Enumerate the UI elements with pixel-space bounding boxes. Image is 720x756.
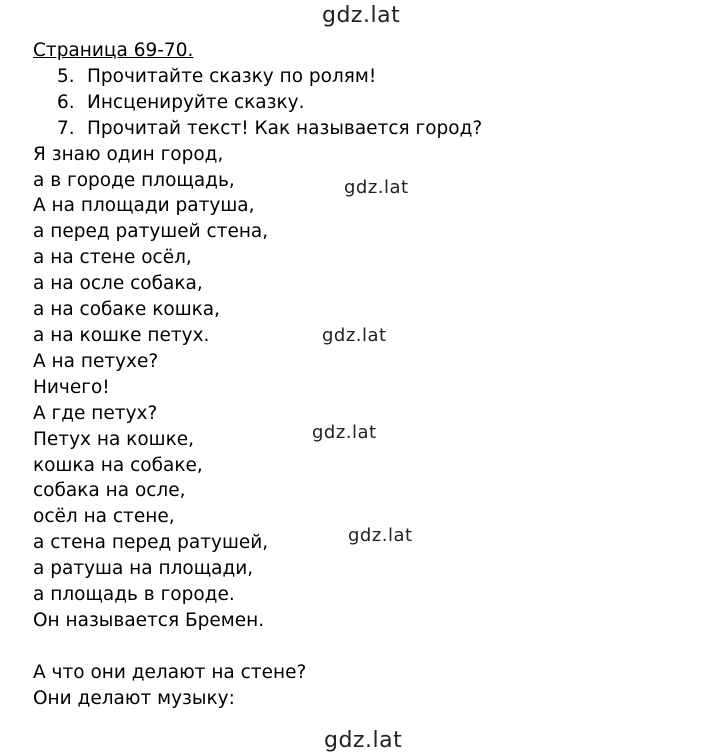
task-text: Инсценируйте сказку. xyxy=(87,91,305,113)
poem-line: а на кошке петух. xyxy=(33,324,210,346)
task-number: 5. xyxy=(57,65,75,87)
poem-line: а на осле собака, xyxy=(33,273,203,295)
watermark-bottom: gdz.lat xyxy=(324,728,403,753)
task-item xyxy=(33,64,693,90)
watermark: gdz.lat xyxy=(344,177,409,198)
poem-line: осёл на стене, xyxy=(33,506,175,528)
task-text: Прочитайте сказку по ролям! xyxy=(87,65,377,87)
blank-line xyxy=(33,634,693,660)
ending xyxy=(33,660,693,712)
task-item xyxy=(33,90,693,116)
document-body xyxy=(33,38,693,712)
watermark-top: gdz.lat xyxy=(322,3,401,28)
poem-line: Он называется Бремен. xyxy=(33,609,265,631)
poem-line: а на стене осёл, xyxy=(33,247,192,269)
poem-line: кошка на собаке, xyxy=(33,454,203,476)
poem-line: А на петухе? xyxy=(33,350,159,372)
poem-line: а площадь в городе. xyxy=(33,584,235,606)
poem-line: а ратуша на площади, xyxy=(33,558,254,580)
ending-line: Они делают музыку: xyxy=(33,687,235,709)
watermark: gdz.lat xyxy=(348,525,413,546)
task-item xyxy=(33,116,693,142)
poem-line: Ничего! xyxy=(33,376,110,398)
page-heading: Страница 69-70. xyxy=(33,40,194,61)
watermark: gdz.lat xyxy=(322,325,387,346)
poem xyxy=(33,142,693,634)
poem-line: а стена перед ратушей, xyxy=(33,532,269,554)
poem-line: а на собаке кошка, xyxy=(33,299,221,321)
task-text: Прочитай текст! Как называется город? xyxy=(87,117,483,139)
task-number: 7. xyxy=(57,117,75,139)
poem-line: Я знаю один город, xyxy=(33,143,224,165)
poem-line: собака на осле, xyxy=(33,480,186,502)
task-list xyxy=(33,64,693,142)
task-number: 6. xyxy=(57,91,75,113)
poem-line: А на площади ратуша, xyxy=(33,195,255,217)
poem-line: а перед ратушей стена, xyxy=(33,221,269,243)
ending-line: А что они делают на стене? xyxy=(33,661,307,683)
watermark: gdz.lat xyxy=(312,422,377,443)
poem-line: Петух на кошке, xyxy=(33,428,195,450)
poem-line: А где петух? xyxy=(33,402,158,424)
poem-line: а в городе площадь, xyxy=(33,169,235,191)
